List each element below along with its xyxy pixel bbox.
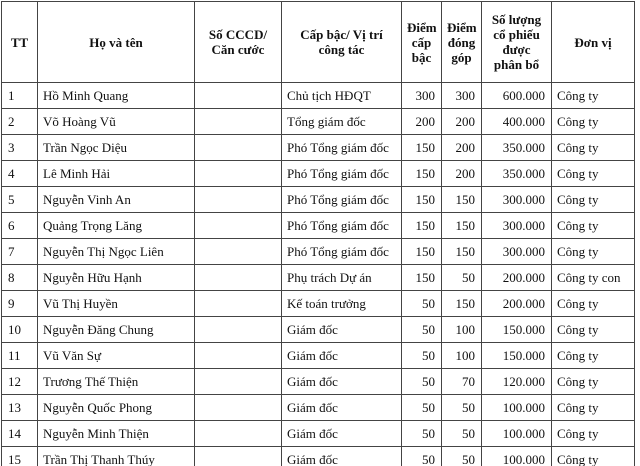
cell-position: Tổng giám đốc [282, 109, 402, 135]
header-id: Số CCCD/ Căn cước [195, 2, 282, 83]
cell-id [195, 135, 282, 161]
cell-tt: 3 [2, 135, 38, 161]
cell-unit: Công ty [552, 239, 635, 265]
header-contribution-points: Điểm đóng góp [442, 2, 482, 83]
cell-rank-points: 150 [402, 239, 442, 265]
cell-contribution-points: 50 [442, 395, 482, 421]
cell-tt: 7 [2, 239, 38, 265]
cell-tt: 10 [2, 317, 38, 343]
table-row [2, 343, 635, 369]
cell-unit: Công ty con [552, 265, 635, 291]
cell-name: Vũ Văn Sự [38, 343, 195, 369]
cell-unit: Công ty [552, 83, 635, 109]
cell-unit: Công ty [552, 187, 635, 213]
header-position: Cấp bậc/ Vị trí công tác [282, 2, 402, 83]
cell-contribution-points: 50 [442, 421, 482, 447]
cell-id [195, 291, 282, 317]
header-tt: TT [2, 2, 38, 83]
cell-id [195, 421, 282, 447]
table-row [2, 109, 635, 135]
cell-contribution-points: 150 [442, 187, 482, 213]
cell-name: Trương Thế Thiện [38, 369, 195, 395]
cell-unit: Công ty [552, 317, 635, 343]
table-row [2, 291, 635, 317]
table-row [2, 395, 635, 421]
cell-name: Trần Thị Thanh Thúy [38, 447, 195, 466]
cell-unit: Công ty [552, 109, 635, 135]
cell-id [195, 187, 282, 213]
table-row [2, 369, 635, 395]
cell-rank-points: 50 [402, 369, 442, 395]
cell-rank-points: 200 [402, 109, 442, 135]
cell-unit: Công ty [552, 447, 635, 466]
cell-contribution-points: 200 [442, 161, 482, 187]
cell-tt: 15 [2, 447, 38, 466]
cell-tt: 12 [2, 369, 38, 395]
cell-id [195, 395, 282, 421]
cell-rank-points: 50 [402, 447, 442, 466]
cell-contribution-points: 100 [442, 343, 482, 369]
cell-tt: 1 [2, 83, 38, 109]
cell-position: Giám đốc [282, 447, 402, 466]
cell-shares: 200.000 [482, 291, 552, 317]
cell-shares: 100.000 [482, 395, 552, 421]
cell-position: Phó Tổng giám đốc [282, 239, 402, 265]
cell-id [195, 213, 282, 239]
cell-shares: 100.000 [482, 421, 552, 447]
cell-contribution-points: 150 [442, 213, 482, 239]
cell-unit: Công ty [552, 213, 635, 239]
cell-position: Phó Tổng giám đốc [282, 213, 402, 239]
cell-id [195, 161, 282, 187]
cell-tt: 2 [2, 109, 38, 135]
cell-rank-points: 150 [402, 135, 442, 161]
cell-position: Phó Tổng giám đốc [282, 135, 402, 161]
cell-id [195, 265, 282, 291]
cell-rank-points: 150 [402, 265, 442, 291]
cell-name: Hồ Minh Quang [38, 83, 195, 109]
header-name: Họ và tên [38, 2, 195, 83]
cell-position: Chủ tịch HĐQT [282, 83, 402, 109]
cell-contribution-points: 100 [442, 317, 482, 343]
cell-contribution-points: 50 [442, 265, 482, 291]
cell-name: Trần Ngọc Diệu [38, 135, 195, 161]
cell-tt: 6 [2, 213, 38, 239]
cell-unit: Công ty [552, 421, 635, 447]
cell-rank-points: 50 [402, 291, 442, 317]
cell-rank-points: 150 [402, 161, 442, 187]
cell-name: Nguyễn Quốc Phong [38, 395, 195, 421]
cell-tt: 9 [2, 291, 38, 317]
cell-name: Nguyễn Minh Thiện [38, 421, 195, 447]
cell-shares: 200.000 [482, 265, 552, 291]
cell-tt: 11 [2, 343, 38, 369]
table-row [2, 421, 635, 447]
cell-shares: 350.000 [482, 135, 552, 161]
cell-rank-points: 50 [402, 421, 442, 447]
cell-contribution-points: 300 [442, 83, 482, 109]
table-row [2, 317, 635, 343]
cell-contribution-points: 70 [442, 369, 482, 395]
table-row [2, 447, 635, 466]
cell-shares: 300.000 [482, 187, 552, 213]
cell-id [195, 369, 282, 395]
table-row [2, 239, 635, 265]
cell-shares: 600.000 [482, 83, 552, 109]
cell-rank-points: 50 [402, 343, 442, 369]
cell-unit: Công ty [552, 369, 635, 395]
table-body [2, 83, 635, 466]
cell-id [195, 239, 282, 265]
cell-id [195, 83, 282, 109]
cell-shares: 120.000 [482, 369, 552, 395]
cell-position: Phó Tổng giám đốc [282, 161, 402, 187]
header-rank-points: Điểm cấp bậc [402, 2, 442, 83]
cell-tt: 4 [2, 161, 38, 187]
cell-name: Lê Minh Hải [38, 161, 195, 187]
cell-id [195, 447, 282, 466]
cell-contribution-points: 200 [442, 135, 482, 161]
cell-tt: 8 [2, 265, 38, 291]
share-allocation-table [1, 1, 635, 466]
cell-name: Nguyễn Vinh An [38, 187, 195, 213]
cell-rank-points: 50 [402, 317, 442, 343]
cell-shares: 400.000 [482, 109, 552, 135]
table-row [2, 187, 635, 213]
header-shares: Số lượng cổ phiếu được phân bổ [482, 2, 552, 83]
cell-tt: 5 [2, 187, 38, 213]
cell-unit: Công ty [552, 135, 635, 161]
cell-tt: 13 [2, 395, 38, 421]
cell-shares: 150.000 [482, 343, 552, 369]
cell-shares: 350.000 [482, 161, 552, 187]
cell-contribution-points: 150 [442, 239, 482, 265]
cell-shares: 300.000 [482, 213, 552, 239]
cell-name: Nguyễn Đăng Chung [38, 317, 195, 343]
cell-name: Vũ Thị Huyền [38, 291, 195, 317]
table-row [2, 213, 635, 239]
cell-rank-points: 50 [402, 395, 442, 421]
cell-position: Giám đốc [282, 421, 402, 447]
cell-unit: Công ty [552, 161, 635, 187]
cell-rank-points: 150 [402, 187, 442, 213]
cell-position: Giám đốc [282, 317, 402, 343]
table-header-row [2, 2, 635, 83]
table-row [2, 265, 635, 291]
cell-name: Nguyễn Thị Ngọc Liên [38, 239, 195, 265]
table-row [2, 83, 635, 109]
cell-contribution-points: 200 [442, 109, 482, 135]
cell-shares: 150.000 [482, 317, 552, 343]
header-unit: Đơn vị [552, 2, 635, 83]
cell-shares: 300.000 [482, 239, 552, 265]
cell-shares: 100.000 [482, 447, 552, 466]
cell-id [195, 109, 282, 135]
cell-position: Giám đốc [282, 395, 402, 421]
table-row [2, 161, 635, 187]
cell-name: Võ Hoàng Vũ [38, 109, 195, 135]
cell-position: Phụ trách Dự án [282, 265, 402, 291]
cell-position: Giám đốc [282, 369, 402, 395]
cell-contribution-points: 50 [442, 447, 482, 466]
cell-contribution-points: 150 [442, 291, 482, 317]
cell-unit: Công ty [552, 395, 635, 421]
cell-name: Nguyễn Hữu Hạnh [38, 265, 195, 291]
cell-unit: Công ty [552, 291, 635, 317]
cell-position: Kế toán trưởng [282, 291, 402, 317]
cell-unit: Công ty [552, 343, 635, 369]
cell-name: Quảng Trọng Lăng [38, 213, 195, 239]
cell-id [195, 343, 282, 369]
cell-tt: 14 [2, 421, 38, 447]
cell-position: Giám đốc [282, 343, 402, 369]
cell-position: Phó Tổng giám đốc [282, 187, 402, 213]
cell-rank-points: 300 [402, 83, 442, 109]
cell-id [195, 317, 282, 343]
table-row [2, 135, 635, 161]
cell-rank-points: 150 [402, 213, 442, 239]
